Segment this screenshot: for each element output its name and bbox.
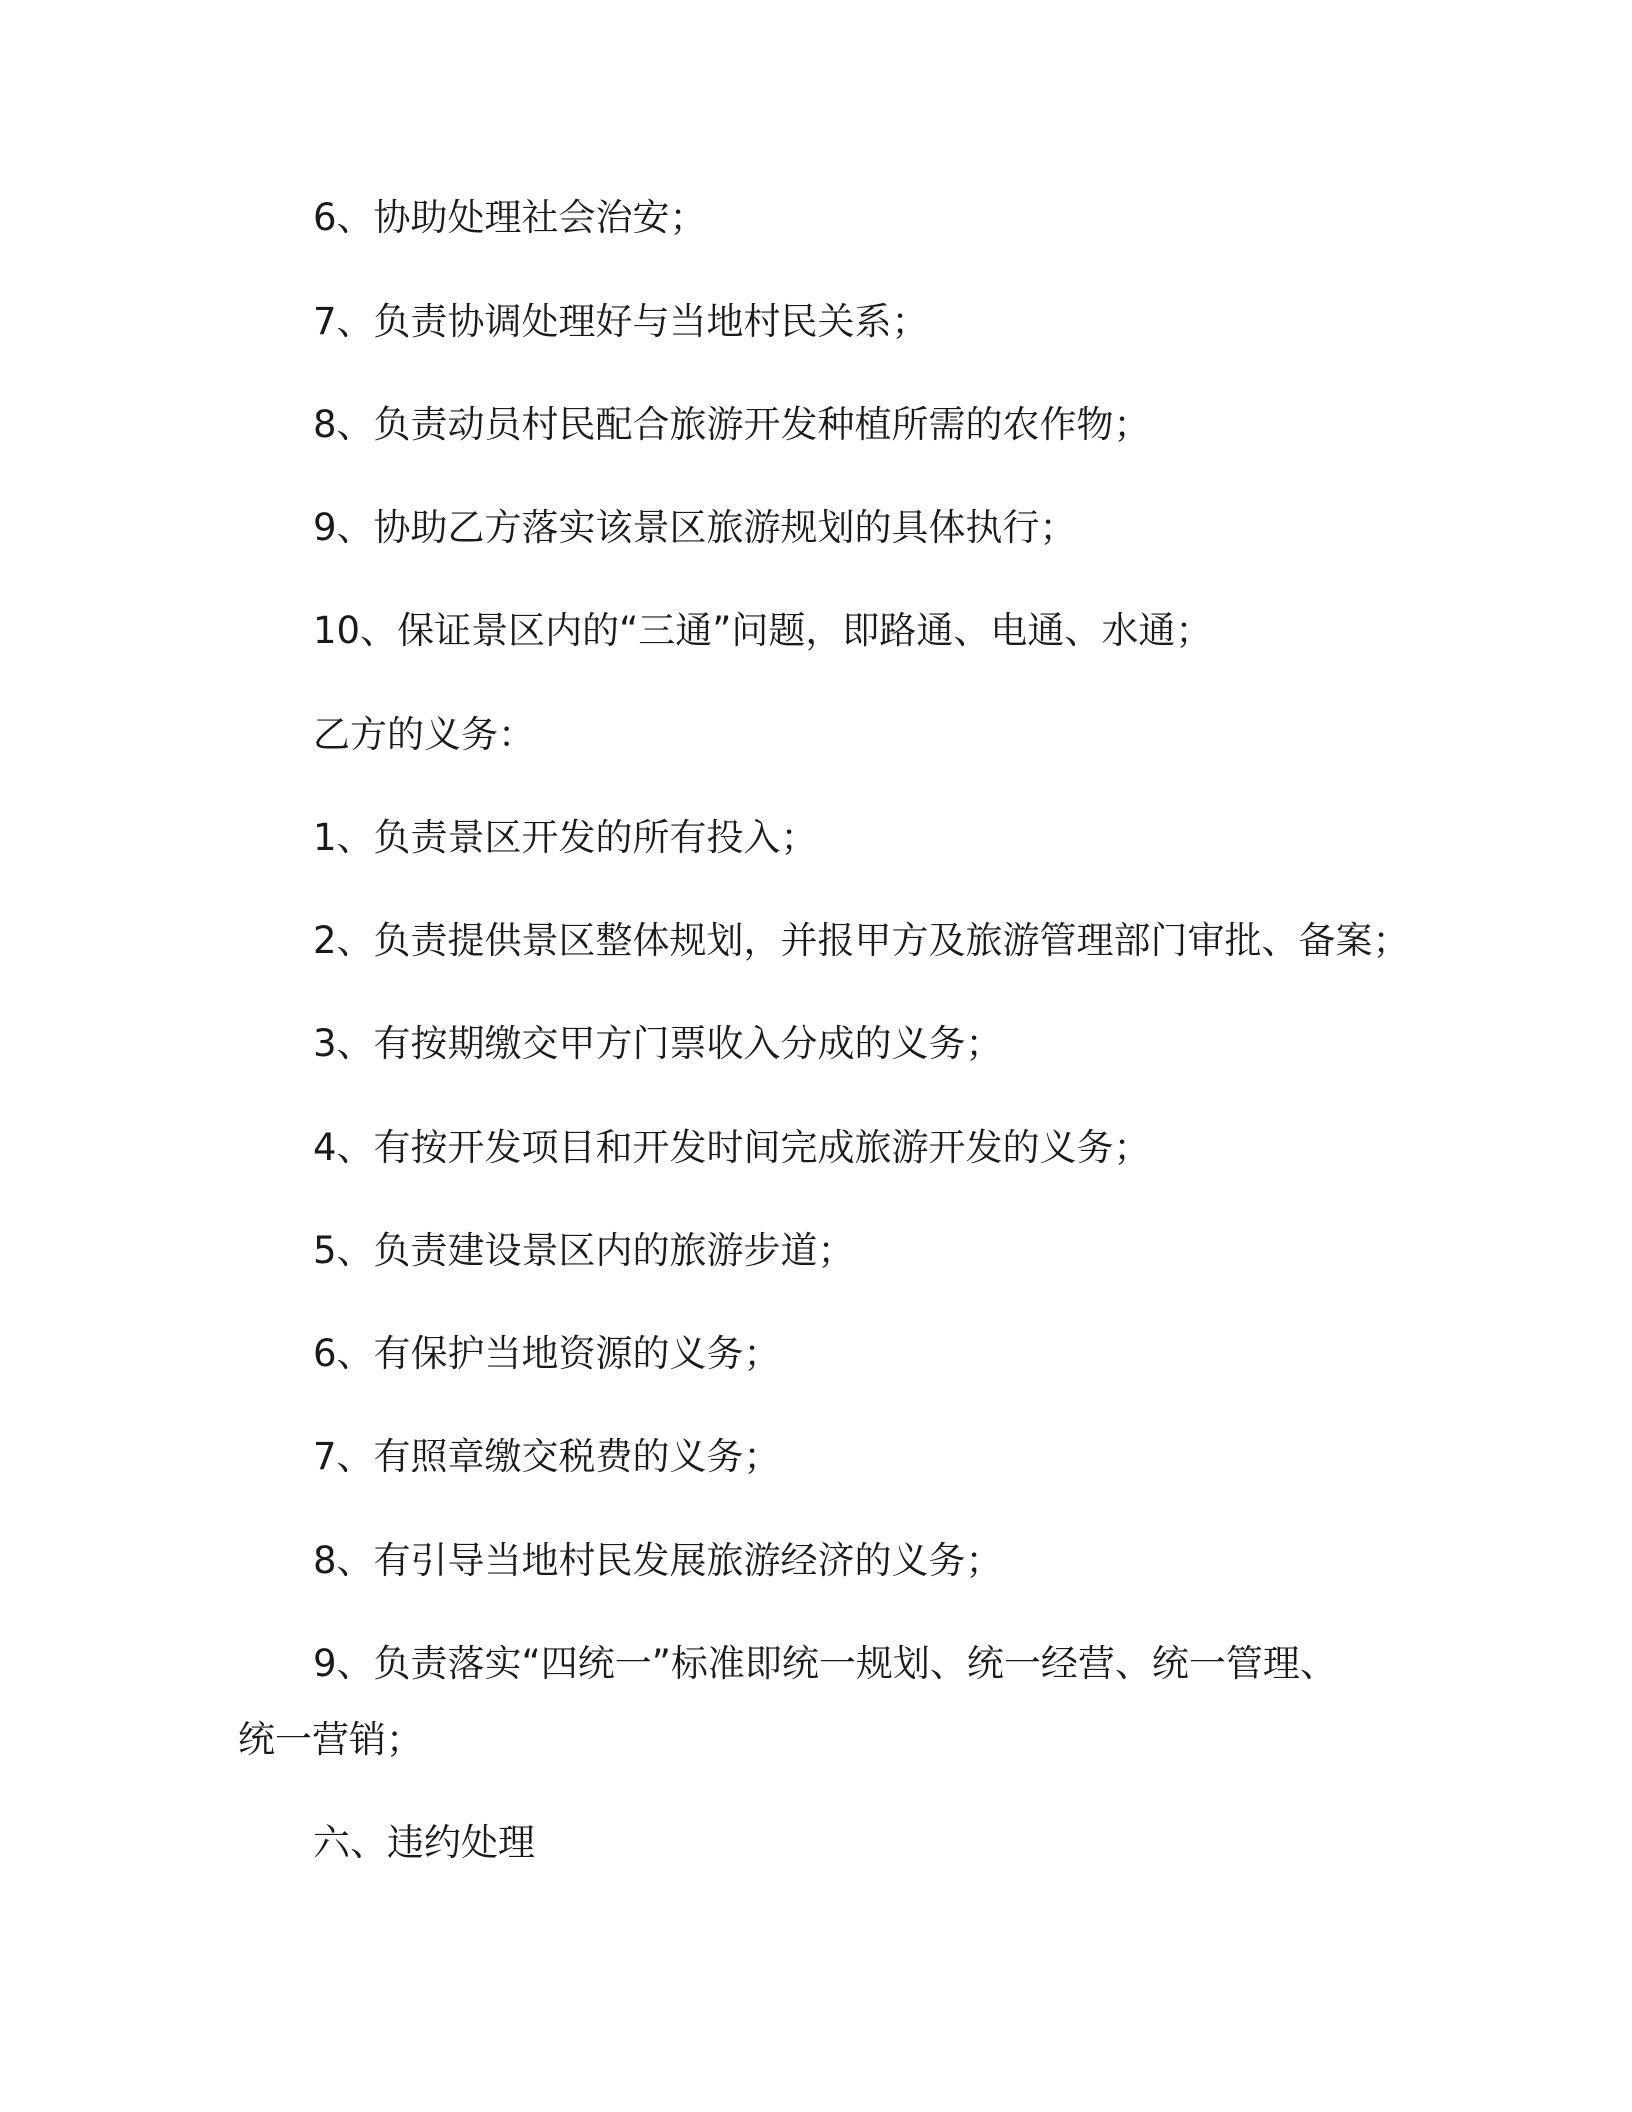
paragraph-party-a-duty-9: 9、协助乙方落实该景区旅游规划的具体执行； [313,506,1077,549]
paragraph-party-b-duty-6: 6、有保护当地资源的义务； [313,1332,781,1375]
paragraph-party-b-duty-4: 4、有按开发项目和开发时间完成旅游开发的义务； [313,1126,1151,1169]
paragraph-party-b-duty-7: 7、有照章缴交税费的义务； [313,1435,781,1478]
section-heading-breach-handling: 六、违约处理 [313,1821,535,1864]
paragraph-party-b-duty-1: 1、负责景区开发的所有投入； [313,816,818,859]
section-heading-party-b-duties: 乙方的义务： [313,713,535,756]
paragraph-party-b-duty-8: 8、有引导当地村民发展旅游经济的义务； [313,1539,1003,1582]
paragraph-party-b-duty-9: 9、负责落实“四统一”标准即统一规划、统一经营、统一管理、 [313,1642,1337,1685]
paragraph-party-a-duty-8: 8、负责动员村民配合旅游开发种植所需的农作物； [313,403,1151,446]
paragraph-party-b-duty-2: 2、负责提供景区整体规划，并报甲方及旅游管理部门审批、备案； [313,919,1410,962]
paragraph-party-a-duty-6: 6、协助处理社会治安； [313,196,707,239]
paragraph-party-a-duty-7: 7、负责协调处理好与当地村民关系； [313,300,929,343]
paragraph-party-a-duty-10: 10、保证景区内的“三通”问题，即路通、电通、水通； [313,609,1213,652]
paragraph-party-b-duty-5: 5、负责建设景区内的旅游步道； [313,1229,855,1272]
paragraph-party-b-duty-9-continuation: 统一营销； [238,1718,423,1761]
paragraph-party-b-duty-3: 3、有按期缴交甲方门票收入分成的义务； [313,1022,1003,1065]
